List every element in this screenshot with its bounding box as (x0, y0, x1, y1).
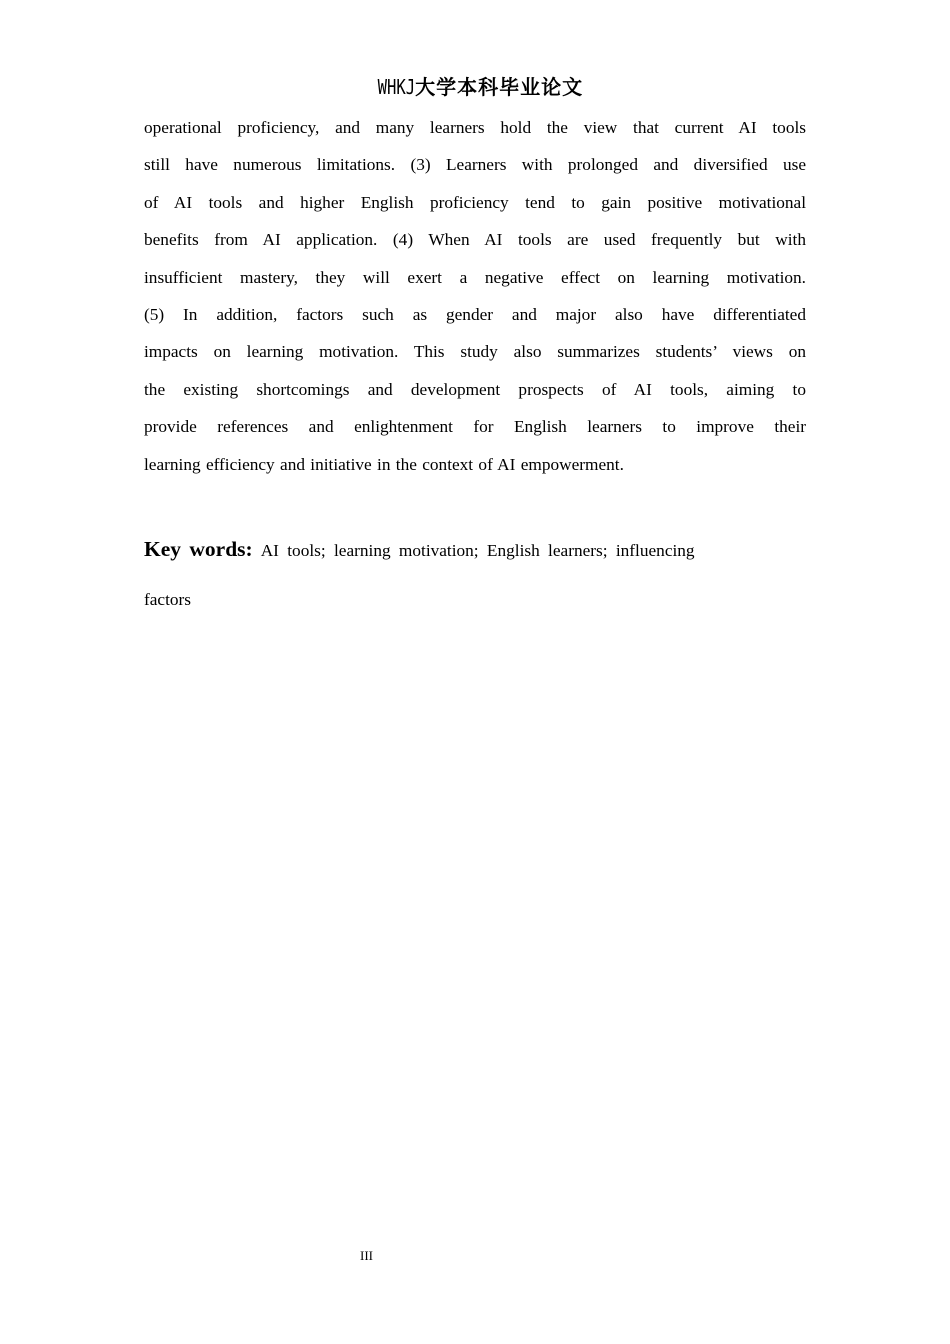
abstract-line: insufficient mastery, they will exert a negative effect on learning motivation. (144, 267, 806, 287)
abstract-line: still have numerous limitations. (3) Learners with prolonged and diversified use (144, 155, 806, 175)
keywords-label: Key words: (144, 537, 253, 561)
abstract-line: the existing shortcomings and development prospects of AI tools, aiming to (144, 379, 806, 399)
header-cjk-text: 大学本科毕业论文 (415, 75, 584, 99)
page-header (0, 74, 950, 100)
abstract-line: (5) In addition, factors such as gender and major also have differentiated (144, 304, 806, 324)
keywords-text: AI tools; learning motivation; English learners; influencing (260, 541, 695, 560)
abstract-line: of AI tools and higher English proficiency tend to gain positive motivational (144, 192, 806, 212)
abstract-paragraph (144, 109, 806, 483)
keywords-text-continued: factors (144, 590, 192, 609)
header-latin-text: WHKJ (377, 75, 416, 99)
abstract-line: operational proficiency, and many learners hold the view that current AI tools (144, 118, 806, 137)
keywords-section (144, 531, 806, 618)
abstract-line: provide references and enlightenment for English learners to improve their (144, 417, 806, 437)
abstract-line: impacts on learning motivation. This study also summarizes students’ views on (144, 342, 806, 362)
abstract-line: learning efficiency and initiative in the context of AI empowerment. (144, 454, 624, 474)
page-number: III (360, 1248, 373, 1263)
abstract-line: benefits from AI application. (4) When AI tools are used frequently but with (144, 230, 806, 250)
